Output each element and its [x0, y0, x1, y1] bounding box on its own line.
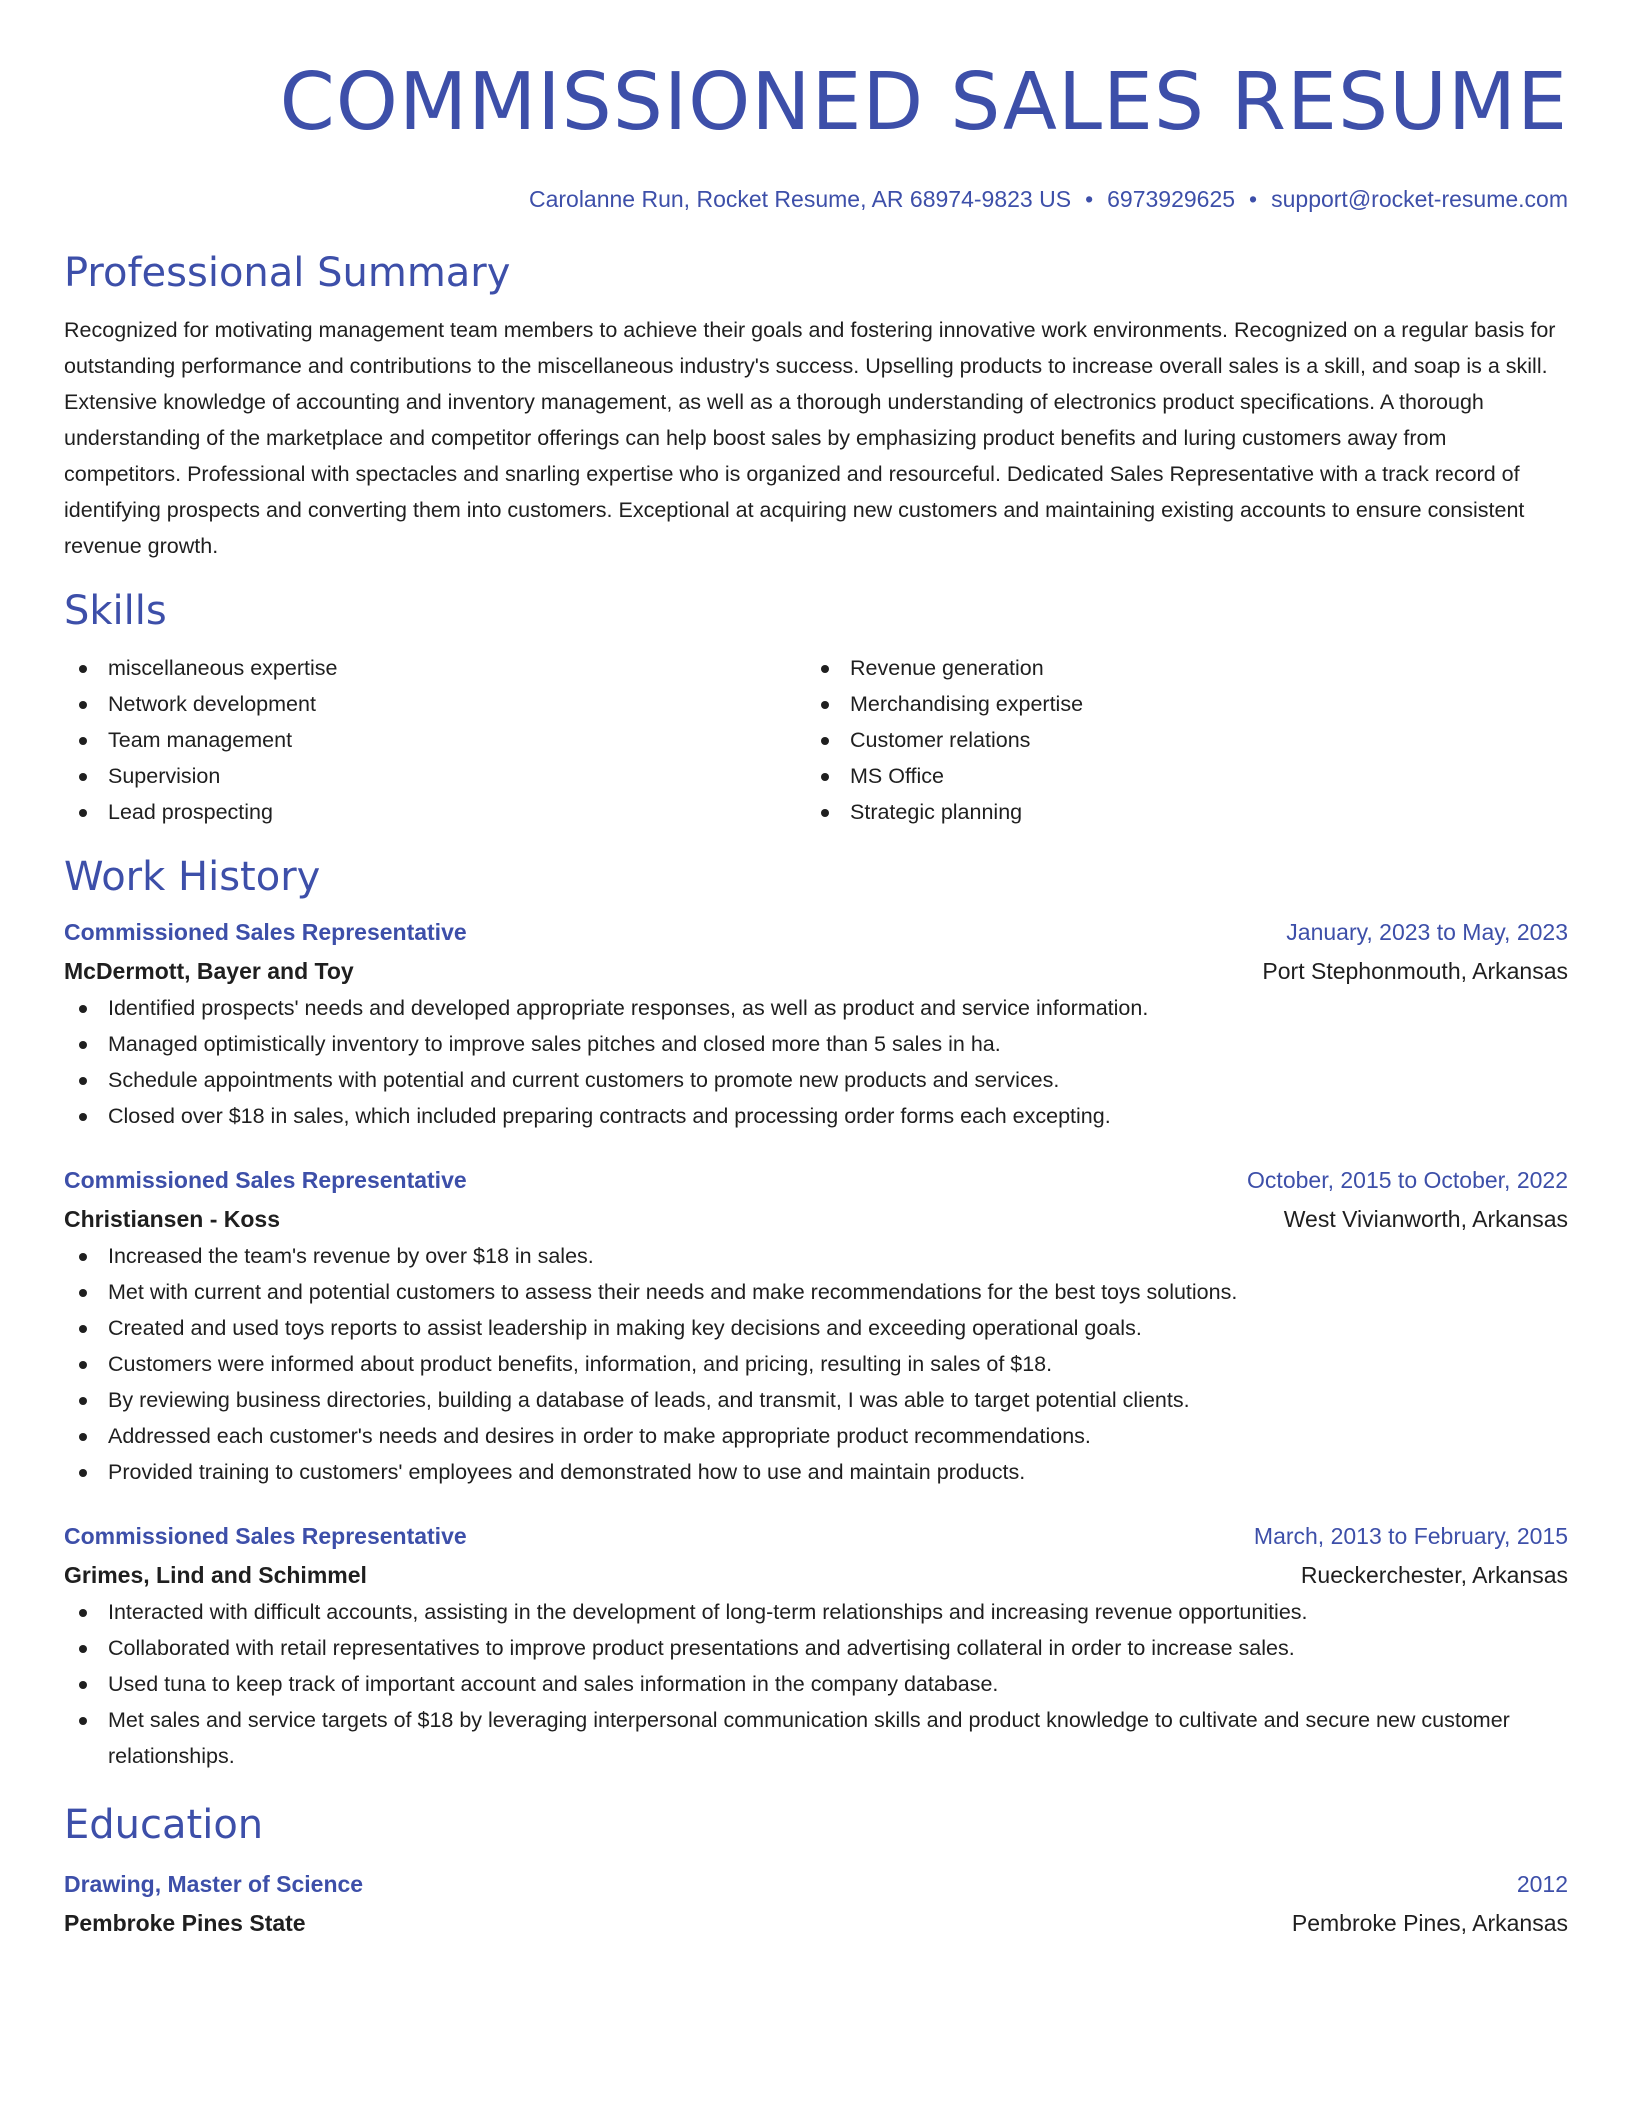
skill-item: Revenue generation: [806, 650, 1548, 686]
job-subheader: [64, 1556, 1568, 1594]
skills-columns: [64, 650, 1568, 830]
job-header: [64, 1162, 1568, 1198]
job-bullet: Created and used toys reports to assist leadership in making key decisions and exceeding operational goals.: [64, 1310, 1568, 1346]
job-title: Commissioned Sales Representative: [64, 1167, 467, 1193]
education-location: Pembroke Pines, Arkansas: [1291, 1910, 1568, 1936]
skills-list-left: [64, 650, 806, 830]
skill-item: Customer relations: [806, 722, 1548, 758]
section-heading-summary: Professional Summary: [64, 250, 511, 296]
contact-separator: •: [1249, 186, 1258, 212]
education-entry: [64, 1866, 1568, 1942]
contact-separator: •: [1085, 186, 1094, 212]
contact-address: Carolanne Run, Rocket Resume, AR 68974-9823 US: [528, 186, 1072, 212]
job-bullet: Interacted with difficult accounts, assisting in the development of long-term relationships and increasing revenue opportunities.: [64, 1594, 1568, 1630]
section-heading-skills: Skills: [64, 588, 167, 634]
job-entry: [64, 1518, 1568, 1774]
job-dates: March, 2013 to February, 2015: [1253, 1523, 1568, 1549]
skill-item: Strategic planning: [806, 794, 1548, 830]
job-bullet: Schedule appointments with potential and current customers to promote new products and services.: [64, 1062, 1568, 1098]
skill-item: Merchandising expertise: [806, 686, 1548, 722]
education-school: Pembroke Pines State: [64, 1910, 306, 1936]
section-heading-education: Education: [64, 1802, 264, 1848]
job-company: Grimes, Lind and Schimmel: [64, 1562, 367, 1588]
skill-item: Supervision: [64, 758, 806, 794]
job-bullet: Provided training to customers' employees and demonstrated how to use and maintain products.: [64, 1454, 1568, 1490]
job-bullet: By reviewing business directories, building a database of leads, and transmit, I was able to target potential clients.: [64, 1382, 1568, 1418]
job-location: West Vivianworth, Arkansas: [1283, 1206, 1568, 1232]
job-bullet: Closed over $18 in sales, which included preparing contracts and processing order forms each excepting.: [64, 1098, 1568, 1134]
job-title: Commissioned Sales Representative: [64, 1523, 467, 1549]
summary-text: Recognized for motivating management team members to achieve their goals and fostering innovative work environments. Recognized on a regular basis for outstanding performance and contributions to the miscellaneous industry's success. Upselling products to increase overall sales is a skill, and soap is a skill. Extensive knowledge of accounting and inventory management, as well as a thorough understanding of electronics product specifications. A thorough understanding of the marketplace and competitor offerings can help boost sales by emphasizing product benefits and luring customers away from competitors. Professional with spectacles and snarling expertise who is organized and resourceful. Dedicated Sales Representative with a track record of identifying prospects and converting them into customers. Exceptional at acquiring new customers and maintaining existing accounts to ensure consistent revenue growth.: [64, 318, 1556, 558]
education-header: [64, 1866, 1568, 1902]
resume-title: COMMISSIONED SALES RESUME: [279, 56, 1568, 148]
skill-item: miscellaneous expertise: [64, 650, 806, 686]
resume-header: [64, 52, 1568, 214]
job-bullet: Identified prospects' needs and developed appropriate responses, as well as product and service information.: [64, 990, 1568, 1026]
contact-phone: 6973929625: [1107, 186, 1236, 212]
education-section: [64, 1800, 1568, 1942]
skills-list-right: [806, 650, 1548, 830]
job-title: Commissioned Sales Representative: [64, 919, 467, 945]
education-year: 2012: [1516, 1871, 1568, 1897]
job-bullet: Collaborated with retail representatives to improve product presentations and advertising collateral in order to increase sales.: [64, 1630, 1568, 1666]
job-location: Rueckerchester, Arkansas: [1300, 1562, 1568, 1588]
job-entry: [64, 914, 1568, 1134]
education-degree: Drawing, Master of Science: [64, 1871, 364, 1897]
job-subheader: [64, 952, 1568, 990]
job-company: McDermott, Bayer and Toy: [64, 958, 354, 984]
job-bullet: Met sales and service targets of $18 by leveraging interpersonal communication skills and product knowledge to cultivate and secure new customer relationships.: [64, 1702, 1568, 1774]
job-entry: [64, 1162, 1568, 1490]
job-bullets: [64, 1594, 1568, 1774]
resume-page: [64, 52, 1568, 1942]
job-bullet: Managed optimistically inventory to improve sales pitches and closed more than 5 sales in ha.: [64, 1026, 1568, 1062]
job-bullets: [64, 1238, 1568, 1490]
job-bullet: Customers were informed about product benefits, information, and pricing, resulting in sales of $18.: [64, 1346, 1568, 1382]
education-subheader: [64, 1904, 1568, 1942]
skill-item: Network development: [64, 686, 806, 722]
job-bullets: [64, 990, 1568, 1134]
job-bullet: Increased the team's revenue by over $18 in sales.: [64, 1238, 1568, 1274]
contact-email: support@rocket-resume.com: [1271, 186, 1568, 212]
job-dates: October, 2015 to October, 2022: [1247, 1167, 1568, 1193]
skills-column-left: [64, 650, 806, 830]
work-history-section: [64, 852, 1568, 1774]
skill-item: Team management: [64, 722, 806, 758]
job-subheader: [64, 1200, 1568, 1238]
job-location: Port Stephonmouth, Arkansas: [1262, 958, 1568, 984]
summary-section: [64, 248, 1568, 564]
job-bullet: Used tuna to keep track of important account and sales information in the company database.: [64, 1666, 1568, 1702]
skills-column-right: [806, 650, 1548, 830]
section-heading-work-history: Work History: [64, 854, 321, 900]
skill-item: MS Office: [806, 758, 1548, 794]
skills-section: [64, 586, 1568, 830]
job-company: Christiansen - Koss: [64, 1206, 280, 1232]
job-header: [64, 1518, 1568, 1554]
job-dates: January, 2023 to May, 2023: [1286, 919, 1568, 945]
skill-item: Lead prospecting: [64, 794, 806, 830]
job-bullet: Met with current and potential customers to assess their needs and make recommendations for the best toys solutions.: [64, 1274, 1568, 1310]
contact-line: [64, 184, 1568, 214]
job-header: [64, 914, 1568, 950]
job-bullet: Addressed each customer's needs and desires in order to make appropriate product recommendations.: [64, 1418, 1568, 1454]
